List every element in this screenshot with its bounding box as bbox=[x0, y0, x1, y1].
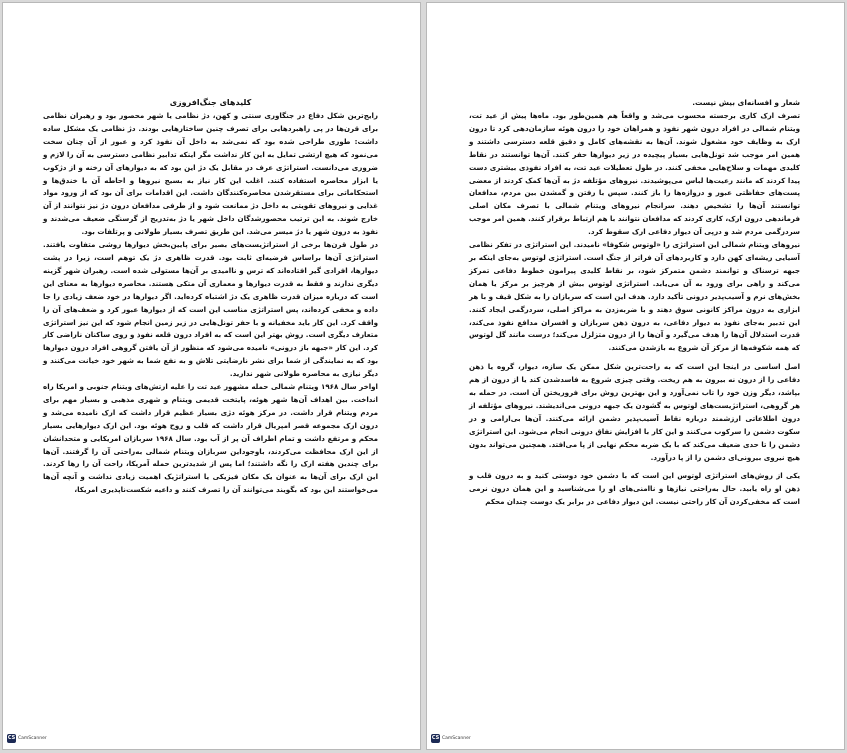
paragraph: اواخر سال ۱۹۶۸ ویتنام شمالی حمله مشهور عید تت را علیه ارتش‌های ویتنام جنوبی و امریکا راه انداخت. بین اهداف آن‌ها شهر هوئه، پایتخت قدیمی ویتنام و شهری مذهبی و بسیار مهم برای مردم ویتنام قرار داشت. در مرکز هوئه دژی بسیار عظیم قرار داشت که ارک نامیده می‌شد و درون ارک مجموعه قصر امپریال قرار داشت که قلب و روح هوئه بود. این ارک دیوارهایی بسیار محکم و مرتفع داشت و تمام اطراف آن پر از آب بود. سال ۱۹۶۸ سربازان امریکایی و متحدانشان از این ارک محافظت می‌کردند، باوجوداین سربازان ویتنام شمالی به‌راحتی آن را گرفتند. آن‌ها برای چندین هفته ارک را نگه داشتند؛ اما پس از شدیدترین حمله آمریکا، راحت آن را رها کردند. این ارک برای آن‌ها به عنوان یک مکان فیزیکی یا استراتژیک اهمیت زیادی نداشت و آنچه آن‌ها می‌خواستند این بود که بگویند می‌توانند آن را تصرف کنند و داعیه شکست‌ناپذیری امریکا، bbox=[43, 382, 379, 495]
right-page-text bbox=[469, 97, 800, 509]
paragraph: نیروهای ویتنام شمالی این استراتژی را «لوتوس شکوفا» نامیدند. این استراتژی در تفکر نظامی آسیایی ریشه‌ای کهن دارد و کاربردهای آن فراتر از جنگ است. استراتژی لوتوس به‌جای اینکه بر جبهه ترسناک و توانمند دشمن متمرکز شود، بر نقاط کلیدی پیرامون خطوط دفاعی تمرکز می‌کند و راهی برای ورود به آن می‌یابد. استراتژی لوتوس بیش از هرچیز بر مرکز یا همان بخش‌های نرم و آسیب‌پذیر درونی تأکید دارد. هدف این است که سربازان را به شکل قیف و با هر ابزاری به درون مراکز کانونی سوق دهند و با ضربه‌زدن به مراکز اصلی، سردرگمی ایجاد کنند. این تدبیر به‌جای نفوذ به دیوار دفاعی، به درون ذهن سربازان و افسران مدافع نفوذ می‌کند، قدرت استدلال آن‌ها را هدف می‌گیرد و آن‌ها را از درون متزلزل می‌کند؛ درست مانند گل لوتوس که همه شکوفه‌ها از مرکز آن شروع به بازشدن می‌کنند. bbox=[469, 240, 800, 353]
camscanner-logo-icon: CS bbox=[7, 735, 16, 741]
right-page bbox=[426, 2, 845, 750]
scanner-watermark bbox=[431, 734, 471, 743]
left-page-text bbox=[43, 97, 378, 497]
continued-line: شعار و افسانه‌ای بیش نیست. bbox=[692, 98, 800, 107]
left-page bbox=[2, 2, 421, 750]
paragraph: اصل اساسی در اینجا این است که به راحت‌ترین شکل ممکن یک سازه، دیوار، گروه یا ذهن دفاعی را از درون نه بیرون به هم ریخت. وقتی چیزی شروع به فاسدشدن کند یا از درون از هم بپاشد، دیگر وزن خود را تاب نمی‌آورد و این بهترین روش برای فروریختن آن است. در حمله به هر گروهی، استراتژیست‌های لوتوس به گشودن یک جبهه درونی می‌اندیشند. نیروهای مؤتلفه از درون اطلاعاتی ارزشمند درباره نقاط آسیب‌پذیر دشمن ارائه می‌کنند. آن‌ها بی‌ارامی و در سکوت دشمن را سرکوب می‌کنند و این کار با افزایش نفاق درونی انجام می‌شود. این استراتژی دشمن را تا حدی ضعیف می‌کند که با یک ضربه محکم نهایی از پا می‌افتد. همچنین می‌تواند بدون هیچ نیروی بیرونی‌ای دشمن را از پا درآورد. bbox=[469, 362, 800, 462]
paragraph: یکی از روش‌های استراتژی لوتوس این است که با دشمن خود دوستی کنید و به درون قلب و ذهن او راه یابید. حال به‌راحتی نیازها و ناامنی‌های او را می‌شناسید و این همان درون نرمی است که مخفی‌کردن آن کار راحتی نیست. این دیوار دفاعی در برابر یک دوست چندان محکم bbox=[469, 471, 800, 507]
scanner-watermark bbox=[7, 734, 47, 743]
camscanner-logo-icon: CS bbox=[431, 735, 440, 741]
watermark-text: CamScanner bbox=[442, 736, 471, 741]
paragraph: در طول قرن‌ها برخی از استراتژیست‌های بصیر برای پایین‌بخش دیوارها روشی متفاوت یافتند. استراتژی آن‌ها براساس فرضیه‌ای ثابت بود. قدرت ظاهری دژ یک توهم است، زیرا در پشت دیوارها، افرادی گیر افتاده‌اند که ترس و ناامیدی بر آن‌ها مستولی شده است. رهبران شهر گزینه دیگری ندارند و فقط به قدرت دیوارها و معماری آن متکی هستند. محاصره دیوارها به معنای این است که درباره میزان قدرت ظاهری یک دژ اشتباه کرده‌اید. اگر دیوارها در خود ضعف زیادی را جا داده و مخفی کرده‌اند، پس استراتژی مناسب این است که از دیوارها عبور کرد و ضعف‌های آن را واقف کرد. این کار باید مخفیانه و با حفر تونل‌هایی در زیر زمین انجام شود که این نیز استراتژی متعارف دیگری است. روش بهتر این است که به افراد درون قلعه نفوذ و روی ساکنان ناراضی کار کرد. این کار «جبهه باز درونی» نامیده می‌شود که منظور از آن یافتن گروهی افراد درون دیوارها بود که به نمایندگی از شما برای نشر نارضایتی تلاش و به نفع شما به شهر خود خیانت می‌کنند و دیگر نیازی به محاصره طولانی شهر ندارید. bbox=[43, 240, 378, 379]
section-heading: کلیدهای جنگ‌افروزی bbox=[169, 98, 252, 107]
paragraph: تصرف ارک کاری برجسته محسوب می‌شد و واقعاً هم همین‌طور بود. ماه‌ها پیش از عید تت، ویتنام شمالی در افراد درون شهر نفوذ و همراهان خود را درون هوئه سازمان‌دهی کرد تا درون ارک به وظایف خود مشغول شوند. آن‌ها به نقشه‌های کامل و دقیق قلعه دسترسی داشتند و همین امر موجب شد تونل‌هایی بسیار پیچیده در زیر دیوارها حفر کنند. آن‌ها توانستند در نقاط کلیدی مهمات و سلاح‌هایی مخفی کنند. در طول تعطیلات عید تت، به افراد نفوذی بیشتری دست پیدا کردند که مانند رعیت‌ها لباس می‌پوشیدند. نیروهای مؤتلفه دژ به آن‌ها کمک کردند از معضی پست‌های حفاظتی عبور و دروازه‌ها را باز کنند. سپس با رفتن و گمشدن بین مردم، مدافعان توانستند آن‌ها را تشخیص دهند. سرانجام نیروهای ویتنام شمالی با تصرف مکان اصلی فرماندهی درون ارک، کاری کردند که مدافعان نتوانند با هم ارتباط برقرار کنند. همین امر موجب سردرگمی مردم شد و درپی آن دیوار دفاعی ارک سقوط کرد. bbox=[469, 111, 800, 237]
watermark-text: CamScanner bbox=[18, 736, 47, 741]
paragraph: رایج‌ترین شکل دفاع در جنگاوری سنتی و کهن، دژ نظامی یا شهر محصور بود و رهبران نظامی برای قرن‌ها در پی راهبردهایی برای تصرف چنین ساختارهایی بودند. دژ نظامی یک مشکل ساده داشت: طوری طراحی شده بود که نمی‌شد به داخل آن نفوذ کرد و عبور از آن چنان سخت می‌نمود که هیچ ارتشی تمایل به این کار نداشت مگر اینکه تدابیر نظامی دسترسی به آن را لازم و ضروری می‌دانست. استراتژی عرف در مقابل یک دژ این بود که به دیوارهای آن رخنه و از دژکوب یا ابزار محاصره استفاده کنند. اغلب این کار نیاز به بسیج نیروها و احاطه آن با خندق‌ها و استحکاماتی برای مستقرشدن محاصره‌کنندگان داشت. این اقدامات برای آن بود که از ورود مواد غذایی و نیروهای تقویتی به داخل دژ ممانعت شود و از طرفی مدافعان درون دژ نیز نتوانند از آن خارج شوند. به این ترتیب محصورشدگان داخل شهر یا دژ به‌تدریج از گرسنگی ضعیف می‌شدند و نفوذ به درون شهر یا دژ میسر می‌شد. این طریق تصرف بسیار طولانی و پرتلفات بود. bbox=[43, 111, 378, 237]
